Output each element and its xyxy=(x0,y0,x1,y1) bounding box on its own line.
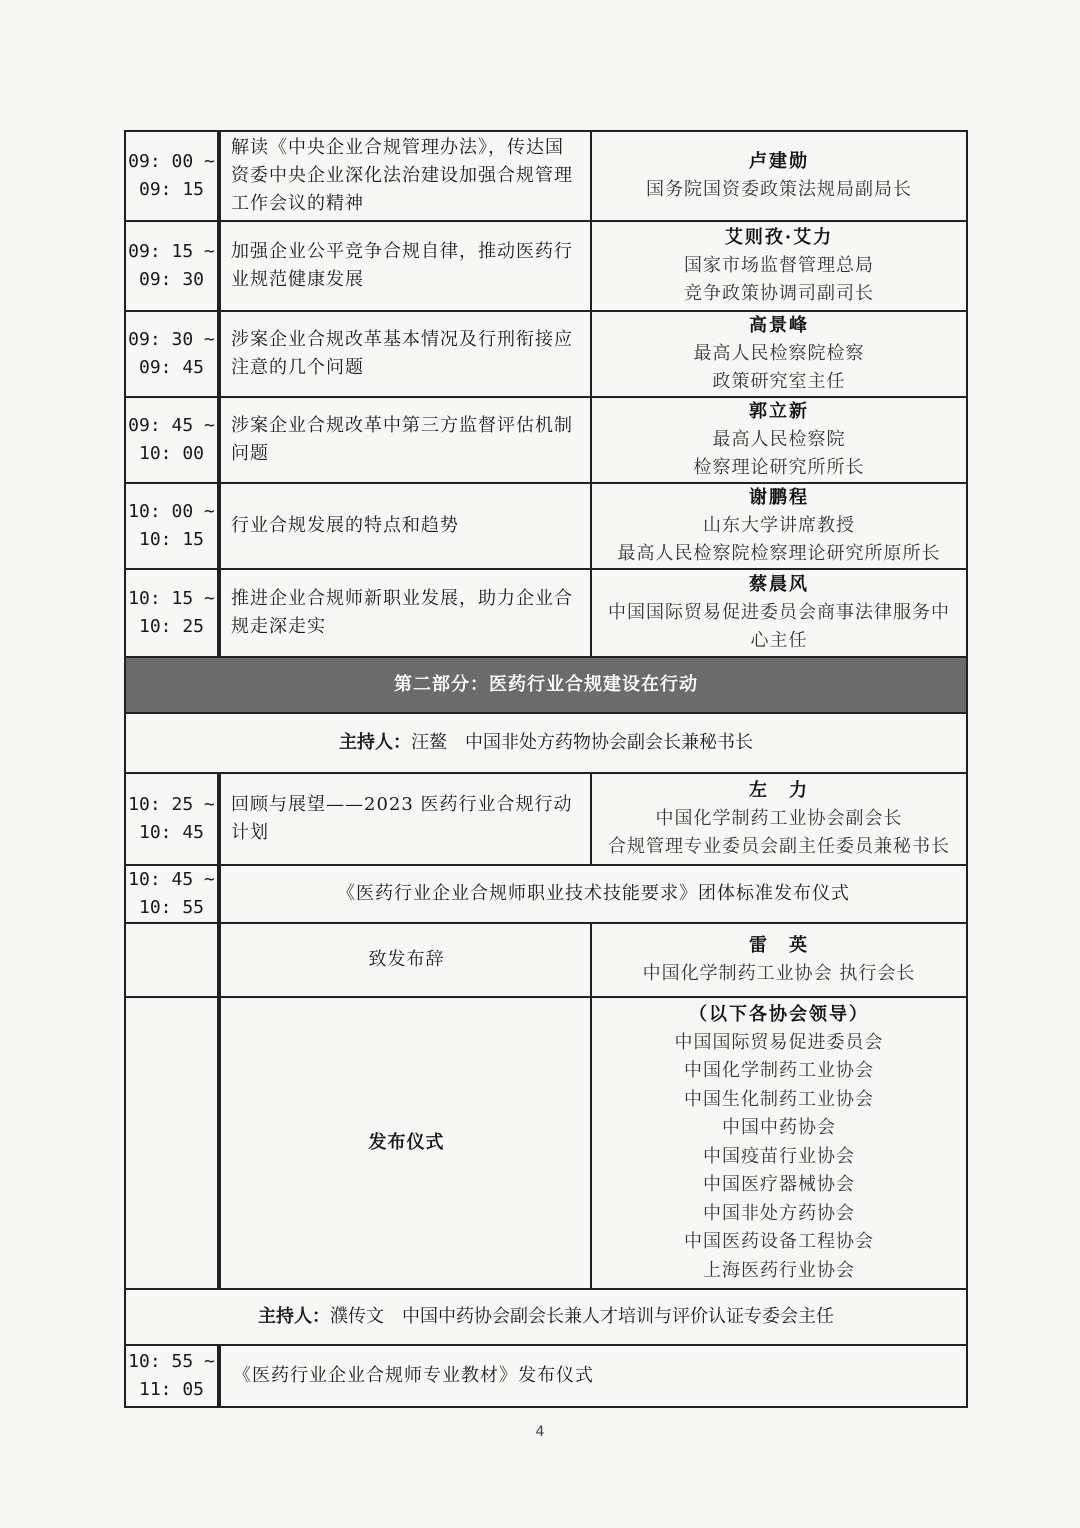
association-item: 中国国际贸易促进委员会 xyxy=(674,1031,884,1053)
speaker-title: 山东大学讲席教授 xyxy=(703,515,855,536)
association-item: 中国生化制药工业协会 xyxy=(684,1088,874,1110)
agenda-row xyxy=(125,483,967,569)
association-item: 中国非处方药协会 xyxy=(703,1202,855,1224)
speaker-cell xyxy=(591,483,967,569)
agenda-table xyxy=(124,130,968,1408)
speaker-title: 国家市场监督管理总局 xyxy=(684,255,874,276)
speaker-cell xyxy=(591,311,967,397)
speaker-name: 雷 英 xyxy=(749,935,809,956)
association-item: 中国疫苗行业协会 xyxy=(703,1145,855,1167)
host-cell xyxy=(125,1289,967,1345)
association-item: 中国化学制药工业协会 xyxy=(684,1060,874,1082)
speaker-title: 心主任 xyxy=(750,630,808,651)
agenda-row xyxy=(125,773,967,865)
speaker-name: 郭立新 xyxy=(749,401,809,422)
time-cell xyxy=(125,997,219,1289)
host-label: 主持人： xyxy=(339,732,411,753)
time-cell: 09: 15 ~ 09: 30 xyxy=(125,221,219,311)
speaker-title: 检察理论研究所所长 xyxy=(693,457,865,478)
speaker-cell xyxy=(591,221,967,311)
host-name: 汪鳌 xyxy=(411,732,447,753)
host-cell xyxy=(125,713,967,773)
speaker-title: 中国化学制药工业协会 执行会长 xyxy=(642,963,916,984)
topic-cell: 解读《中央企业合规管理办法》，传达国资委中央企业深化法治建设加强合规管理工作会议的精神 xyxy=(219,131,591,221)
speaker-title: 政策研究室主任 xyxy=(712,371,846,392)
section-header-row xyxy=(125,657,967,713)
agenda-row xyxy=(125,569,967,657)
speaker-cell xyxy=(591,131,967,221)
association-list xyxy=(591,997,967,1289)
agenda-row xyxy=(125,1345,967,1407)
agenda-row xyxy=(125,221,967,311)
speaker-name: 左 力 xyxy=(749,780,809,801)
agenda-row xyxy=(125,997,967,1289)
speaker-title: 中国化学制药工业协会副会长 xyxy=(655,808,903,829)
speaker-title: 合规管理专业委员会副主任委员兼秘书长 xyxy=(608,836,950,857)
time-cell: 10: 45 ~ 10: 55 xyxy=(125,865,219,923)
speaker-title: 竞争政策协调司副司长 xyxy=(684,283,874,304)
topic-cell: 发布仪式 xyxy=(219,997,591,1289)
association-item: 上海医药行业协会 xyxy=(703,1259,855,1281)
agenda-row xyxy=(125,865,967,923)
time-cell xyxy=(125,923,219,997)
topic-cell: 回顾与展望——2023 医药行业合规行动计划 xyxy=(219,773,591,865)
host-title: 中国非处方药物协会副会长兼秘书长 xyxy=(465,732,753,753)
host-row xyxy=(125,1289,967,1345)
speaker-name: 谢鹏程 xyxy=(749,487,809,508)
time-cell: 09: 45 ~ 10: 00 xyxy=(125,397,219,483)
time-cell: 10: 55 ~ 11: 05 xyxy=(125,1345,219,1407)
agenda-row xyxy=(125,131,967,221)
speaker-title: 最高人民检察院检察理论研究所原所长 xyxy=(617,543,941,564)
agenda-row xyxy=(125,923,967,997)
association-item: 中国医疗器械协会 xyxy=(703,1174,855,1196)
association-item: 中国中药协会 xyxy=(722,1117,836,1139)
speaker-cell xyxy=(591,773,967,865)
host-title: 中国中药协会副会长兼人才培训与评价认证专委会主任 xyxy=(402,1306,834,1327)
host-name: 濮传文 xyxy=(330,1306,384,1327)
host-label: 主持人： xyxy=(258,1306,330,1327)
topic-cell: 致发布辞 xyxy=(219,923,591,997)
speaker-cell xyxy=(591,569,967,657)
speaker-name: 高景峰 xyxy=(749,315,809,336)
time-cell: 10: 15 ~ 10: 25 xyxy=(125,569,219,657)
association-header: （以下各协会领导） xyxy=(689,1003,869,1025)
speaker-title: 最高人民检察院检察 xyxy=(693,343,865,364)
topic-cell: 涉案企业合规改革中第三方监督评估机制问题 xyxy=(219,397,591,483)
topic-cell: 涉案企业合规改革基本情况及行刑衔接应注意的几个问题 xyxy=(219,311,591,397)
time-cell: 10: 00 ~ 10: 15 xyxy=(125,483,219,569)
speaker-title: 国务院国资委政策法规局副局长 xyxy=(646,179,912,200)
speaker-title: 中国国际贸易促进委员会商事法律服务中 xyxy=(608,602,950,623)
host-row xyxy=(125,713,967,773)
page-number: 4 xyxy=(535,1424,545,1440)
release-title: 《医药行业企业合规师职业技术技能要求》团体标准发布仪式 xyxy=(219,865,967,923)
textbook-title: 《医药行业企业合规师专业教材》发布仪式 xyxy=(219,1345,967,1407)
speaker-name: 艾则孜·艾力 xyxy=(724,227,834,248)
speaker-cell xyxy=(591,923,967,997)
topic-cell: 行业合规发展的特点和趋势 xyxy=(219,483,591,569)
speaker-cell xyxy=(591,397,967,483)
topic-cell: 推进企业合规师新职业发展，助力企业合规走深走实 xyxy=(219,569,591,657)
speaker-name: 卢建勋 xyxy=(749,151,809,172)
agenda-row xyxy=(125,311,967,397)
agenda-row xyxy=(125,397,967,483)
time-cell: 09: 30 ~ 09: 45 xyxy=(125,311,219,397)
time-cell: 10: 25 ~ 10: 45 xyxy=(125,773,219,865)
speaker-title: 最高人民检察院 xyxy=(712,429,846,450)
topic-cell: 加强企业公平竞争合规自律，推动医药行业规范健康发展 xyxy=(219,221,591,311)
association-item: 中国医药设备工程协会 xyxy=(684,1231,874,1253)
section-title: 第二部分：医药行业合规建设在行动 xyxy=(125,657,967,713)
time-cell: 09: 00 ~ 09: 15 xyxy=(125,131,219,221)
speaker-name: 蔡晨风 xyxy=(749,574,809,595)
